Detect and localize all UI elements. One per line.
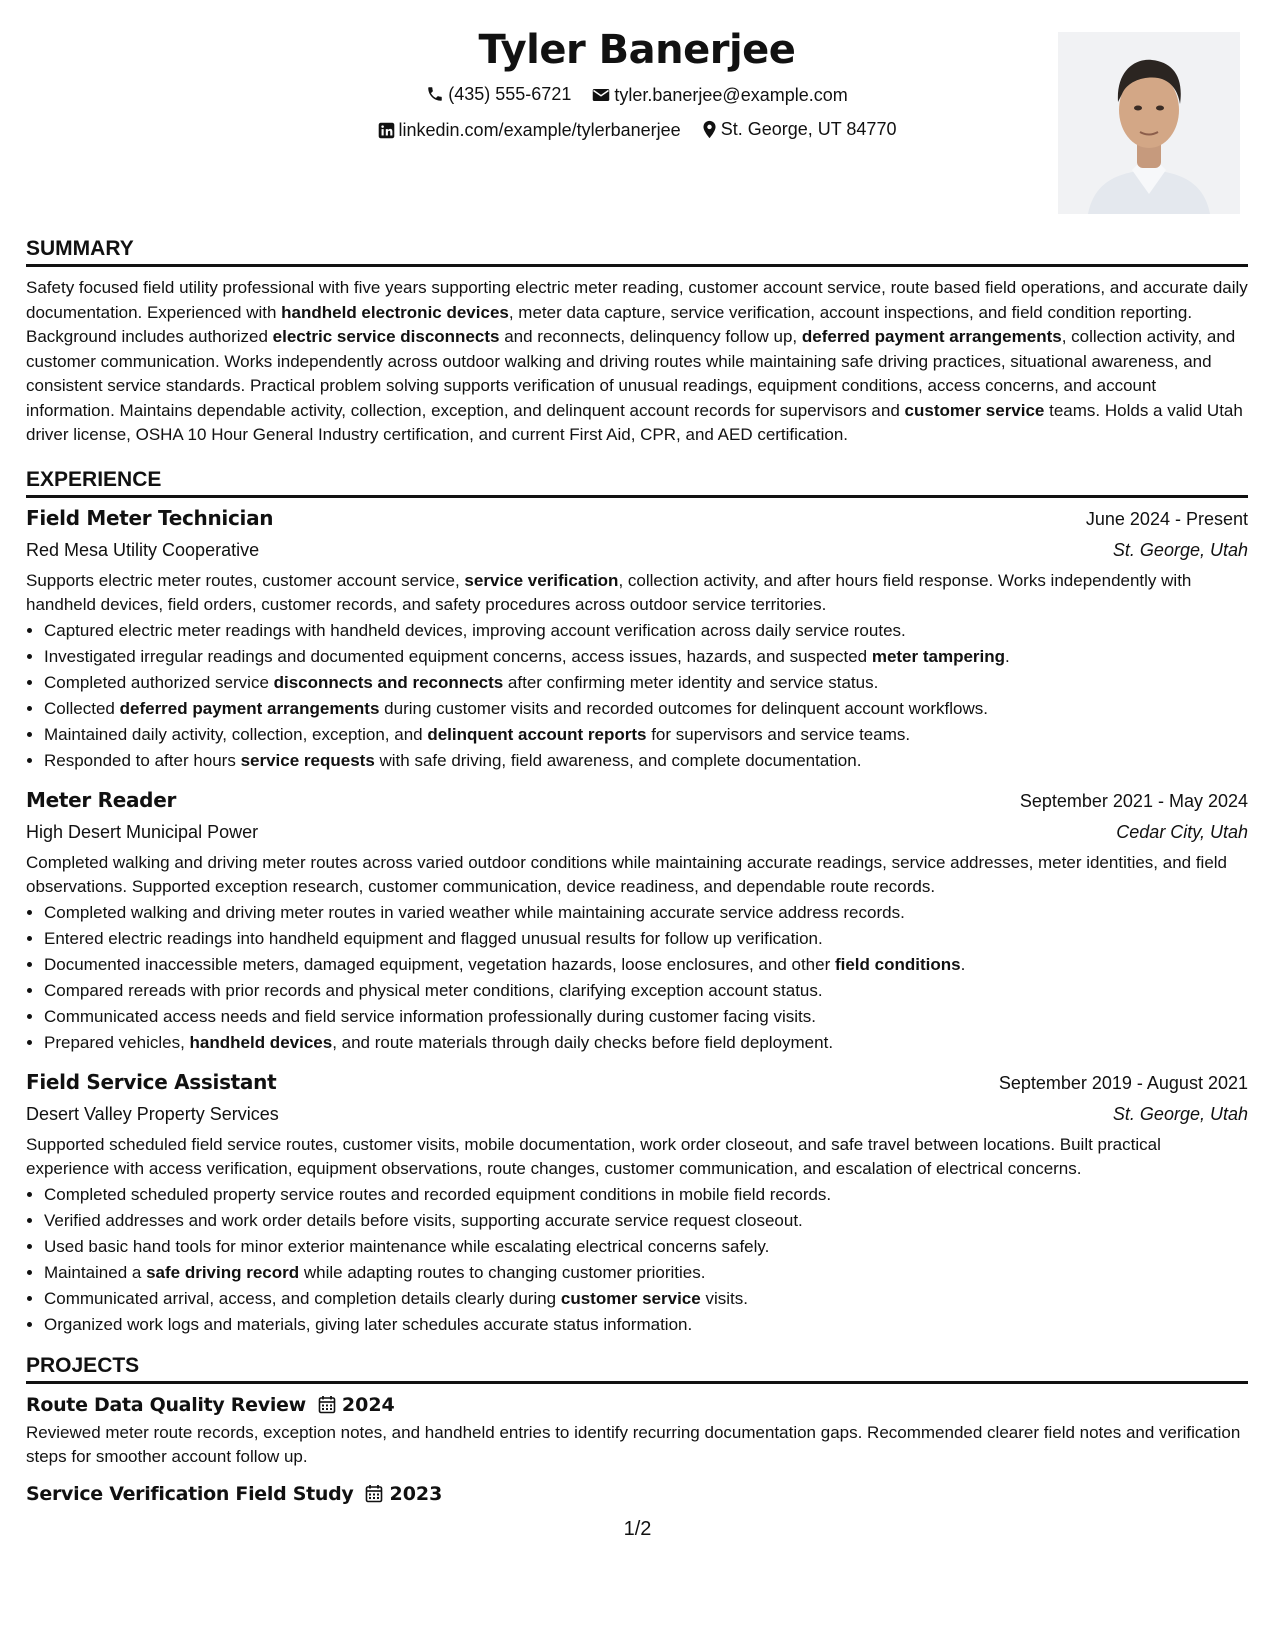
bullet-item: • Organized work logs and materials, giving later schedules accurate status information. — [44, 1312, 1248, 1338]
project-header — [26, 1478, 1248, 1510]
bullet-item: • Responded to after hours service requests with safe driving, field awareness, and complete documentation. — [44, 748, 1248, 774]
calendar-icon — [365, 1484, 383, 1503]
linkedin-text[interactable]: linkedin.com/example/tylerbanerjee — [398, 120, 681, 140]
job-entry — [26, 784, 1248, 1056]
phone-contact — [426, 78, 571, 110]
bold-keyword: disconnects and reconnects — [273, 672, 504, 692]
job-entry — [26, 1066, 1248, 1338]
job-organization: High Desert Municipal Power — [26, 821, 259, 842]
bullet-item: • Compared rereads with prior records and physical meter conditions, clarifying exception account status. — [44, 978, 1248, 1004]
job-description: Completed walking and driving meter routes across varied outdoor conditions while maintaining accurate readings, service addresses, meter identities, and field observations. Supported exception research, customer communication, device readiness, and dependable route records. — [26, 852, 1228, 896]
calendar-icon — [318, 1395, 336, 1414]
bullet-item: • Completed walking and driving meter routes in varied weather while maintaining accurate service address records. — [44, 900, 1248, 926]
job-location: Cedar City, Utah — [1116, 821, 1248, 842]
job-header — [26, 784, 1248, 817]
job-entry — [26, 502, 1248, 774]
bullet-item: • Investigated irregular readings and documented equipment concerns, access issues, hazards, and suspected meter tampering. — [44, 644, 1248, 670]
job-location: St. George, Utah — [1112, 1103, 1248, 1124]
project-description: Reviewed meter route records, exception notes, and handheld entries to identify recurring documentation gaps. Recommended clearer field notes and verification steps for smoother account follow up. — [26, 1422, 1241, 1466]
bullet-item: • Maintained a safe driving record while adapting routes to changing customer priorities. — [44, 1260, 1248, 1286]
job-bullets — [26, 1182, 1248, 1338]
bullet-item: • Prepared vehicles, handheld devices, and route materials through daily checks before field deployment. — [44, 1030, 1248, 1056]
job-title: Field Meter Technician — [26, 505, 274, 530]
job-title: Field Service Assistant — [26, 1069, 277, 1094]
bold-keyword: deferred payment arrangements — [119, 698, 380, 718]
experience-list — [26, 502, 1248, 1338]
linkedin-icon — [378, 122, 395, 139]
job-bullets — [26, 618, 1248, 774]
bold-keyword: service verification — [464, 570, 619, 590]
bold-keyword: handheld devices — [189, 1032, 333, 1052]
job-subheader — [26, 817, 1248, 847]
bold-keyword: handheld electronic devices — [281, 302, 509, 322]
bold-keyword: meter tampering — [871, 646, 1006, 666]
profile-photo — [1058, 32, 1240, 214]
bold-keyword: deferred payment arrangements — [801, 327, 1062, 346]
bullet-item: • Entered electric readings into handheld equipment and flagged unusual results for follow up verification. — [44, 926, 1248, 952]
job-header — [26, 1066, 1248, 1099]
summary-text: Safety focused field utility professional with five years supporting electric meter reading, customer account service, route based field operations, and accurate daily documentation. Experienced with handheld electronic devices, meter data capture, service verification, account inspections, and field condition reporting. Background includes authorized electric service disconnects and reconnects, delinquency follow up, deferred payment arrangements, collection activity, and customer communication. Works independently across outdoor walking and driving routes while maintaining safe driving practices, situational awareness, and consistent service standards. Practical problem solving supports verification of unusual readings, equipment conditions, access concerns, and account information. Maintains dependable activity, collection, exception, and delinquent account records for supervisors and customer service teams. Holds a valid Utah driver license, OSHA 10 Hour General Industry certification, and current First Aid, CPR, and AED certification. — [26, 278, 1248, 444]
location-contact — [702, 113, 897, 145]
projects-heading: PROJECTS — [26, 1353, 1248, 1384]
bullet-item: • Captured electric meter readings with handheld devices, improving account verification across daily service routes. — [44, 618, 1248, 644]
bold-keyword: safe driving record — [146, 1262, 300, 1282]
bold-keyword: customer service — [560, 1288, 701, 1308]
project-entry — [26, 1389, 1248, 1470]
bullet-item: • Documented inaccessible meters, damaged equipment, vegetation hazards, loose enclosures, and other field conditions. — [44, 952, 1248, 978]
job-header — [26, 502, 1248, 535]
email-contact[interactable] — [592, 79, 847, 111]
bold-keyword: service requests — [240, 750, 375, 770]
experience-heading: EXPERIENCE — [26, 467, 1248, 498]
job-dates: June 2024 - Present — [1085, 508, 1248, 529]
resume-header — [26, 22, 1248, 222]
job-subheader — [26, 535, 1248, 565]
map-pin-icon — [702, 120, 717, 139]
summary-heading: SUMMARY — [26, 236, 1248, 267]
job-dates: September 2019 - August 2021 — [998, 1072, 1248, 1093]
bold-keyword: field conditions — [834, 954, 961, 974]
candidate-name: Tyler Banerjee — [478, 27, 796, 73]
email-text[interactable]: tyler.banerjee@example.com — [614, 85, 848, 105]
bullet-item: • Verified addresses and work order details before visits, supporting accurate service request closeout. — [44, 1208, 1248, 1234]
job-location: St. George, Utah — [1112, 539, 1248, 560]
page-number: 1/2 — [623, 1518, 652, 1540]
job-subheader — [26, 1099, 1248, 1129]
bullet-item: • Collected deferred payment arrangements during customer visits and recorded outcomes for delinquent account workflows. — [44, 696, 1248, 722]
project-year: 2024 — [341, 1393, 395, 1416]
bullet-item: • Maintained daily activity, collection, exception, and delinquent account reports for supervisors and service teams. — [44, 722, 1248, 748]
bullet-item: • Used basic hand tools for minor exterior maintenance while escalating electrical concerns safely. — [44, 1234, 1248, 1260]
phone-icon — [426, 85, 444, 103]
bullet-item: • Completed scheduled property service routes and recorded equipment conditions in mobile field records. — [44, 1182, 1248, 1208]
project-title: Service Verification Field Study — [26, 1482, 354, 1505]
job-organization: Red Mesa Utility Cooperative — [26, 539, 260, 560]
job-title: Meter Reader — [26, 787, 177, 812]
bullet-item: • Completed authorized service disconnects and reconnects after confirming meter identity and service status. — [44, 670, 1248, 696]
location-text: St. George, UT 84770 — [720, 119, 897, 139]
bold-keyword: customer service — [904, 400, 1045, 420]
envelope-icon — [592, 87, 610, 103]
project-year: 2023 — [389, 1482, 443, 1505]
project-entry — [26, 1478, 1248, 1510]
project-header — [26, 1389, 1248, 1421]
job-bullets — [26, 900, 1248, 1056]
bold-keyword: delinquent account reports — [427, 724, 647, 744]
projects-list — [26, 1389, 1248, 1510]
job-description: Supported scheduled field service routes, customer visits, mobile documentation, work order closeout, and safe travel between locations. Built practical experience with access verification, equipment observations, route changes, customer communication, and escalation of electrical concerns. — [26, 1134, 1161, 1178]
phone-text: (435) 555-6721 — [448, 84, 572, 104]
bold-keyword: electric service disconnects — [272, 327, 500, 346]
bullet-item: • Communicated arrival, access, and completion details clearly during customer service visits. — [44, 1286, 1248, 1312]
linkedin-contact[interactable] — [378, 114, 681, 146]
job-dates: September 2021 - May 2024 — [1019, 790, 1248, 811]
job-description: Supports electric meter routes, customer account service, service verification, collection activity, and after hours field response. Works independently with handheld devices, field orders, customer records, and safety procedures across outdoor service territories. — [26, 570, 1192, 614]
bullet-item: • Communicated access needs and field service information professionally during customer facing visits. — [44, 1004, 1248, 1030]
project-title: Route Data Quality Review — [26, 1393, 306, 1416]
job-organization: Desert Valley Property Services — [26, 1103, 279, 1124]
